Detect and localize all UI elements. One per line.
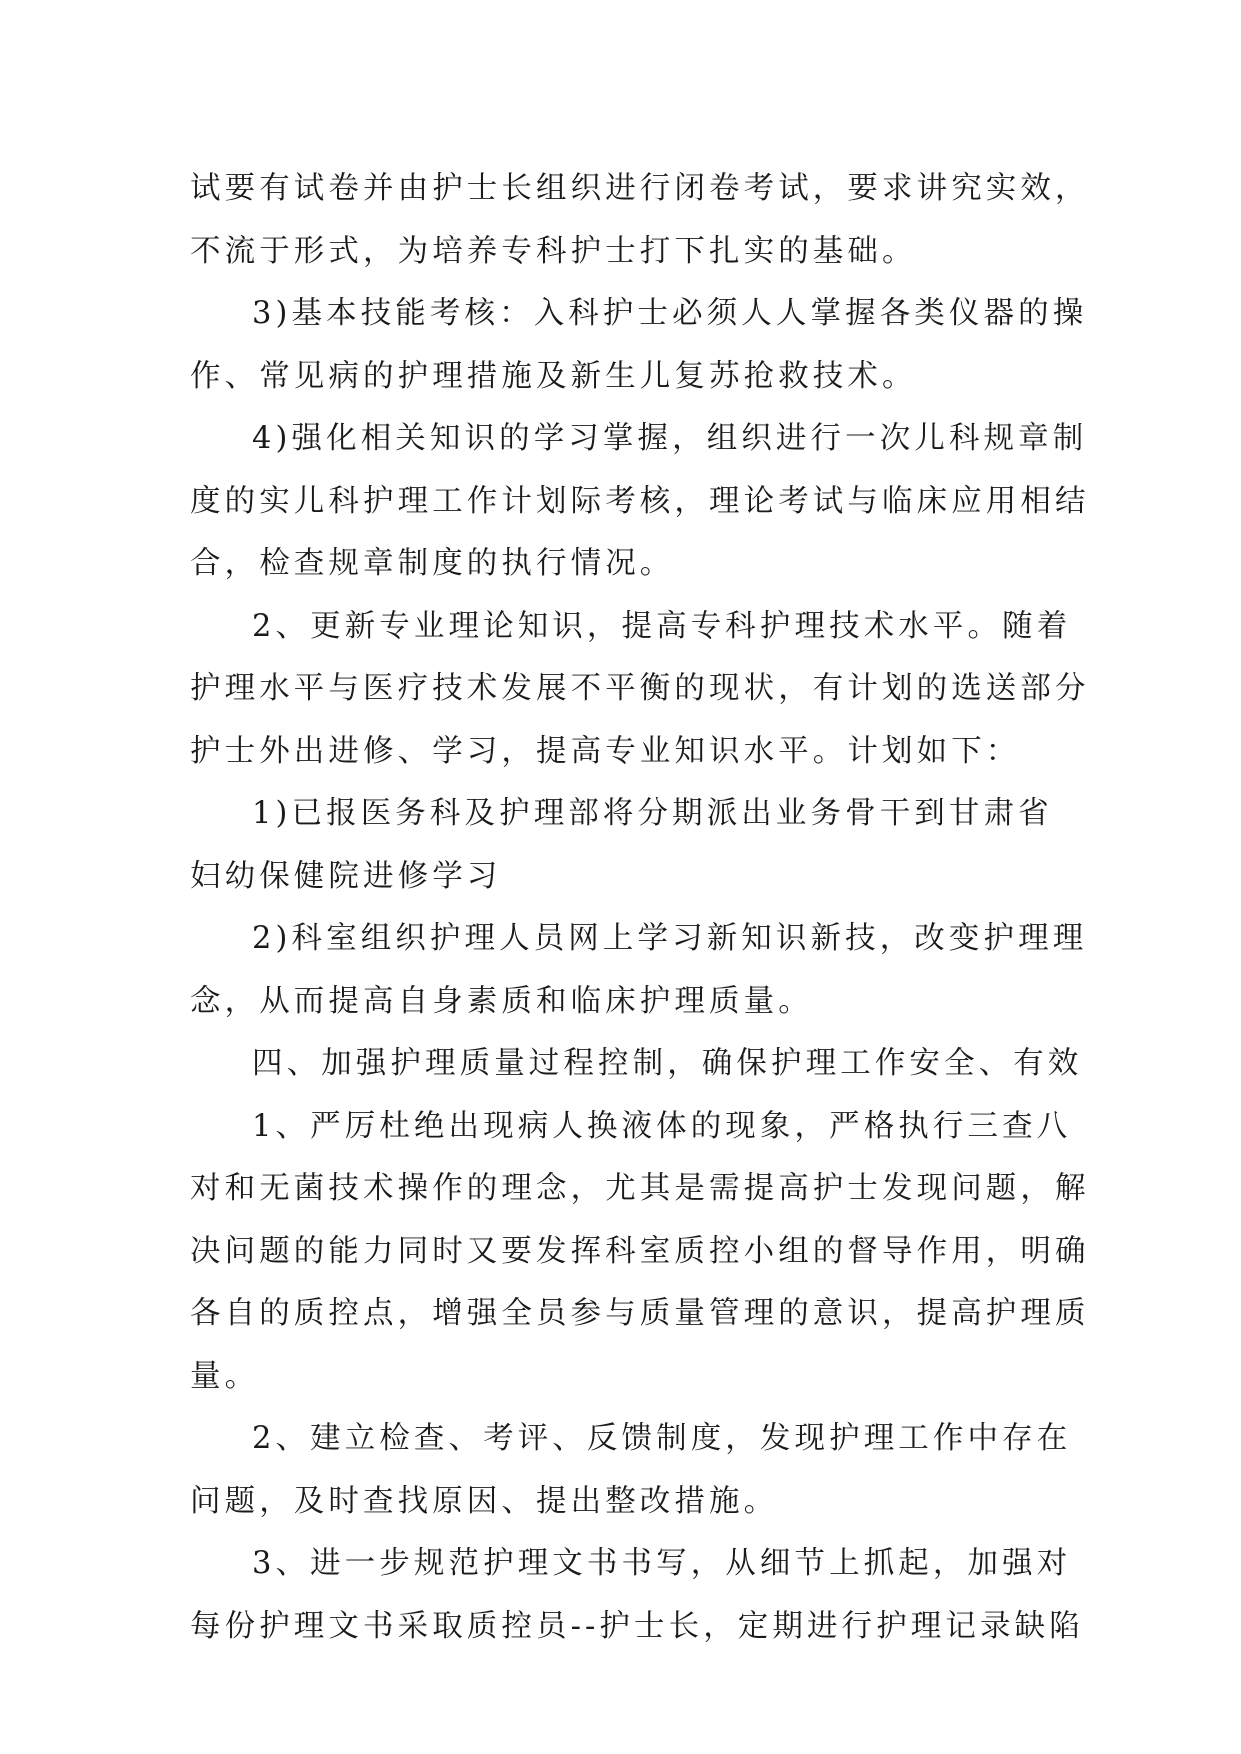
text-line: 2、更新专业理论知识，提高专科护理技术水平。随着: [252, 608, 1072, 644]
paragraph: [190, 783, 1053, 908]
text-line: 决问题的能力同时又要发挥科室质控小组的督导作用，明确: [190, 1233, 1090, 1269]
text-line: 护理水平与医疗技术发展不平衡的现状，有计划的选送部分: [190, 671, 1090, 706]
text-line: 3)基本技能考核：入科护士必须人人掌握各类仪器的操: [252, 296, 1088, 331]
text-line: 问题，及时查找原因、提出整改措施。: [190, 1483, 779, 1519]
text-line: 量。: [190, 1358, 260, 1394]
paragraph: [190, 1096, 1090, 1409]
text-line: 合，检查规章制度的执行情况。: [190, 546, 675, 581]
text-line: 4)强化相关知识的学习掌握，组织进行一次儿科规章制: [252, 421, 1088, 456]
text-line: 护士外出进修、学习，提高专业知识水平。计划如下：: [190, 733, 1021, 769]
text-line: 2)科室组织护理人员网上学习新知识新技，改变护理理: [252, 921, 1088, 956]
document-body: [190, 158, 1090, 1658]
text-line: 对和无菌技术操作的理念，尤其是需提高护士发现问题，解: [190, 1171, 1090, 1206]
text-line: 各自的质控点，增强全员参与质量管理的意识，提高护理质: [190, 1296, 1090, 1331]
text-line: 四、加强护理质量过程控制，确保护理工作安全、有效: [252, 1046, 1083, 1081]
text-line: 作、常见病的护理措施及新生儿复苏抢救技术。: [190, 358, 917, 394]
paragraph: [190, 158, 1090, 283]
paragraph: [190, 1408, 1072, 1533]
paragraph: [190, 596, 1090, 784]
paragraph: [190, 283, 1088, 408]
section-heading: [190, 1033, 1083, 1096]
text-line: 度的实儿科护理工作计划际考核，理论考试与临床应用相结: [190, 483, 1090, 519]
paragraph: [190, 1533, 1084, 1658]
text-line: 不流于形式，为培养专科护士打下扎实的基础。: [190, 233, 917, 269]
text-line: 妇幼保健院进修学习: [190, 858, 502, 894]
paragraph: [190, 408, 1090, 596]
text-line: 念，从而提高自身素质和临床护理质量。: [190, 983, 813, 1019]
text-line: 1)已报医务科及护理部将分期派出业务骨干到甘肃省: [252, 796, 1053, 831]
text-line: 2、建立检查、考评、反馈制度，发现护理工作中存在: [252, 1421, 1072, 1456]
paragraph: [190, 908, 1088, 1033]
text-line: 每份护理文书采取质控员--护士长，定期进行护理记录缺陷: [190, 1608, 1084, 1644]
text-line: 1、严厉杜绝出现病人换液体的现象，严格执行三查八: [252, 1108, 1072, 1144]
text-line: 试要有试卷并由护士长组织进行闭卷考试，要求讲究实效，: [190, 171, 1090, 206]
text-line: 3、进一步规范护理文书书写，从细节上抓起，加强对: [252, 1546, 1072, 1581]
